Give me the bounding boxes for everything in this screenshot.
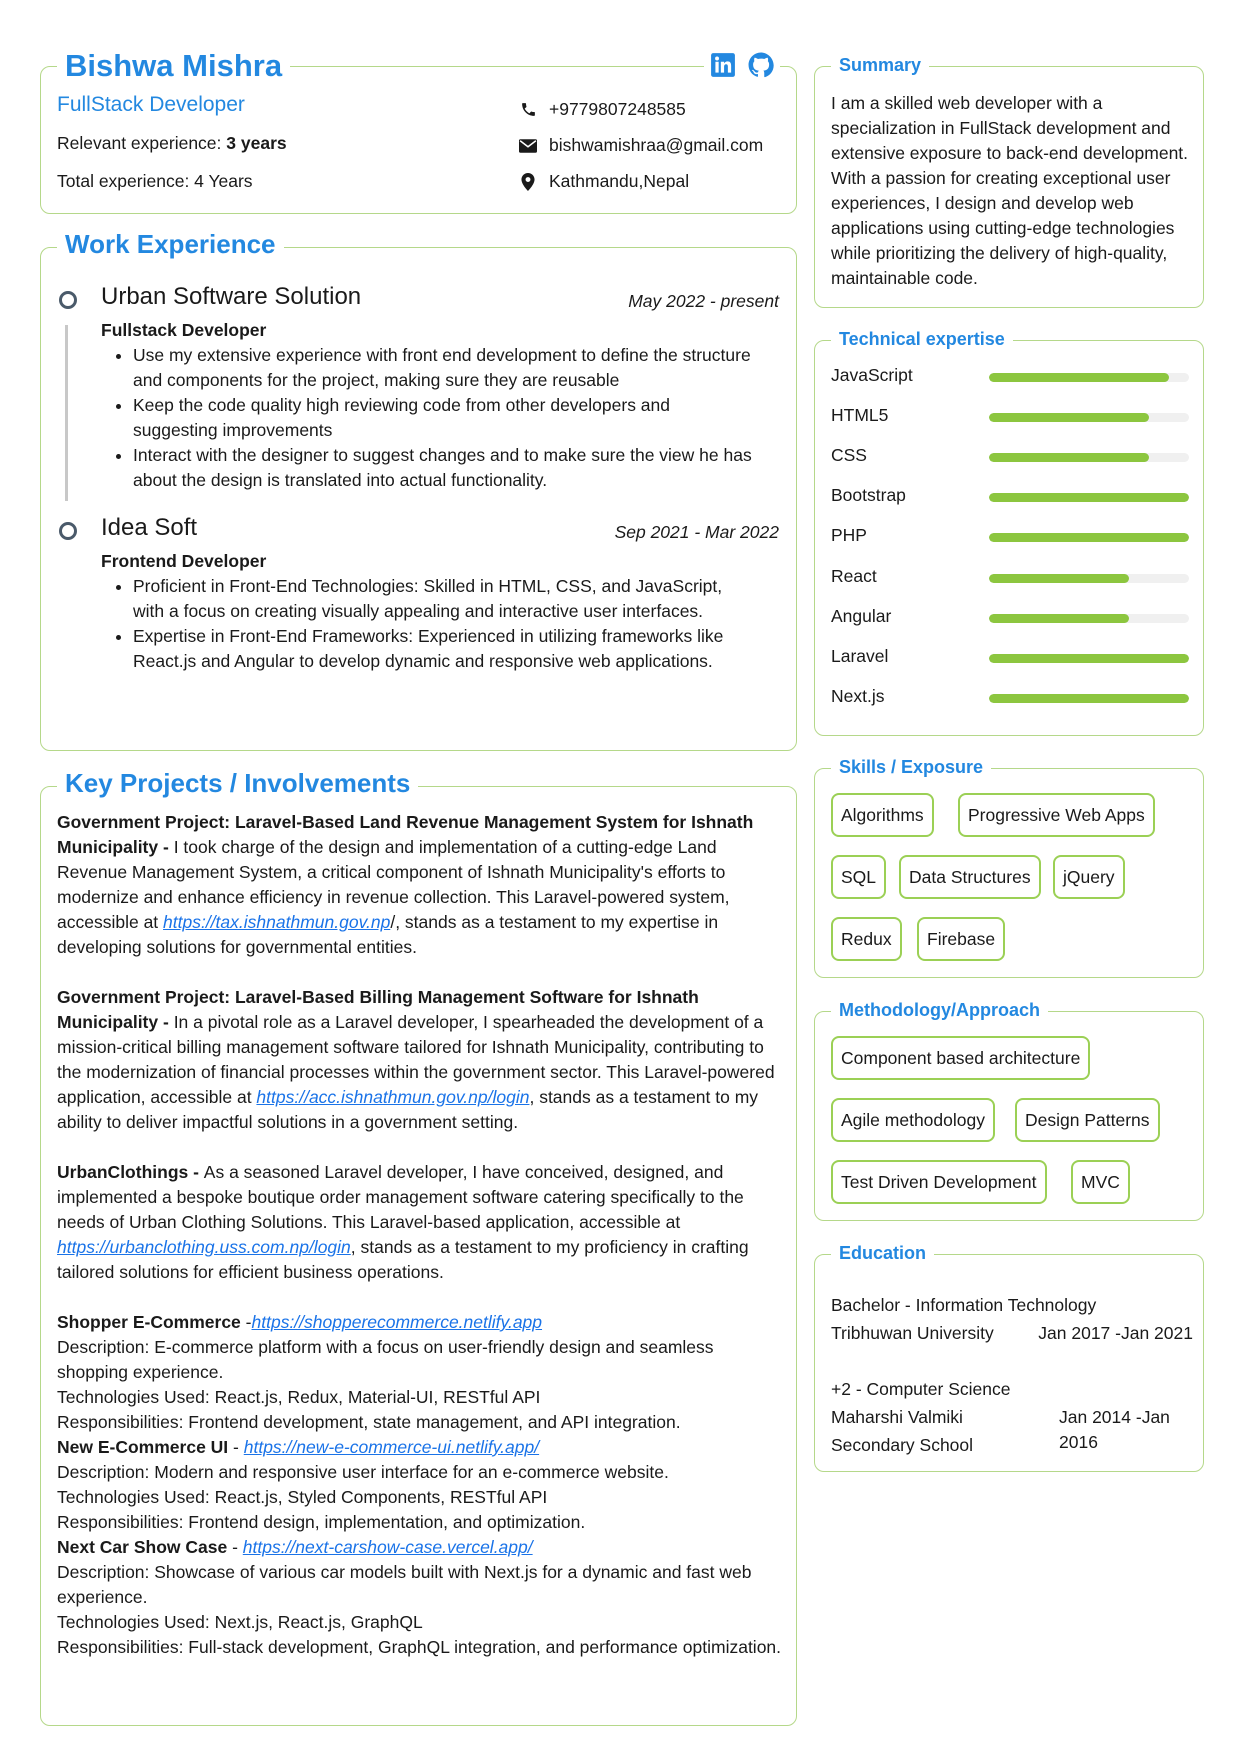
timeline-line: [65, 325, 68, 501]
job-bullets: [133, 574, 753, 674]
project-entry: [57, 1535, 782, 1660]
project-entry: [57, 1435, 782, 1535]
skill-name: HTML5: [831, 405, 889, 425]
email-icon: [519, 137, 537, 155]
methodology-chip: Test Driven Development: [831, 1160, 1047, 1204]
education-school-row: [831, 1319, 1193, 1347]
skill-name: PHP: [831, 525, 867, 545]
job-bullet: • Use my extensive experience with front end development to define the structure and components for the project, making sure they are reusable: [133, 343, 753, 393]
skill-name: React: [831, 566, 877, 586]
skill-bar: [989, 533, 1189, 542]
project-description: Description: Showcase of various car models built with Next.js for a dynamic and fast web experience.: [57, 1562, 752, 1607]
project-responsibilities: Responsibilities: Frontend development, state management, and API integration.: [57, 1412, 681, 1432]
job-bullet: • Interact with the designer to suggest changes and to make sure the view he has about the design is translated into actual functionality.: [133, 443, 753, 493]
location-contact: [519, 171, 689, 192]
project-link[interactable]: https://new-e-commerce-ui.netlify.app/: [243, 1437, 540, 1457]
linkedin-icon[interactable]: [710, 52, 736, 78]
skills-title: Skills / Exposure: [831, 757, 991, 778]
project-link[interactable]: https://shopperecommerce.netlify.app: [251, 1312, 543, 1332]
project-technologies: Technologies Used: React.js, Styled Components, RESTful API: [57, 1487, 548, 1507]
project-text: In a pivotal role as a Laravel developer, I spearheaded the development of a mission-critical billing management software tailored for Ishnath Municipality, contributing to the modernization of financial processes within the government sector. This Laravel-powered application, accessible at: [57, 1012, 775, 1107]
skill-name: Laravel: [831, 646, 889, 666]
education-entry: [831, 1375, 1193, 1459]
job-company: Idea Soft: [101, 514, 198, 541]
phone-icon: [519, 101, 537, 119]
skill-chip: SQL: [831, 855, 886, 899]
work-experience-card: [40, 229, 797, 751]
skill-bar: [989, 694, 1189, 703]
person-name: Bishwa Mishra: [57, 48, 290, 84]
job-bullets: [133, 343, 753, 493]
skill-bar: [989, 574, 1189, 583]
timeline-dot-icon: [59, 291, 77, 309]
skill-bar-fill: [989, 574, 1129, 583]
project-heading: UrbanClothings -: [57, 1162, 204, 1182]
email-address[interactable]: bishwamishraa@gmail.com: [549, 135, 764, 155]
skill-chip: Redux: [831, 917, 902, 961]
skill-row: [831, 606, 1191, 632]
project-description: Description: E-commerce platform with a focus on user-friendly design and seamless shopping experience.: [57, 1337, 714, 1382]
project-heading: Shopper E-Commerce: [57, 1312, 241, 1332]
education-dates-line: Jan 2014 -Jan: [1059, 1407, 1170, 1427]
education-dates: [1059, 1403, 1170, 1455]
summary-text: I am a skilled web developer with a specialization in FullStack development and extensive exposure to back-end development. With a passion for creating exceptional user experiences, I design and develop web applications using cutting-edge technologies while prioritizing the delivery of high-quality, maintainable code.: [831, 93, 1189, 288]
project-heading: New E-Commerce UI: [57, 1437, 229, 1457]
skill-chip: Algorithms: [831, 793, 934, 837]
skill-chip: jQuery: [1053, 855, 1125, 899]
skill-row: [831, 525, 1191, 551]
skill-bar: [989, 373, 1189, 382]
skill-name: JavaScript: [831, 365, 913, 385]
work-experience-title: Work Experience: [57, 229, 284, 260]
project-text: , stands as a testament to my proficiency in crafting tailored solutions for efficient business operations.: [57, 1237, 749, 1282]
skill-bar-fill: [989, 493, 1189, 502]
project-text: As a seasoned Laravel developer, I have conceived, designed, and implemented a bespoke boutique order management software catering specifically to the needs of Urban Clothing Solutions. This Laravel-based application, accessible at: [57, 1162, 744, 1232]
projects-card: [40, 768, 797, 1726]
phone-number[interactable]: +9779807248585: [549, 99, 686, 119]
skills-card: [814, 757, 1204, 978]
relevant-experience-value: 3 years: [226, 133, 287, 153]
total-experience: Total experience: 4 Years: [57, 171, 253, 191]
job-position: Fullstack Developer: [101, 320, 267, 340]
project-technologies: Technologies Used: Next.js, React.js, GraphQL: [57, 1612, 423, 1632]
skill-name: CSS: [831, 445, 867, 465]
education-dates: Jan 2017 -Jan 2021: [1038, 1323, 1193, 1343]
skill-bar-fill: [989, 453, 1149, 462]
project-entry: [57, 1160, 782, 1285]
skill-row: [831, 365, 1191, 391]
skill-name: Angular: [831, 606, 892, 626]
projects-content: [57, 810, 782, 1660]
summary-title: Summary: [831, 55, 929, 76]
job-role: FullStack Developer: [57, 93, 245, 116]
project-entry: [57, 810, 782, 960]
job-bullet: • Proficient in Front-End Technologies: Skilled in HTML, CSS, and JavaScript, with a focus on creating visually appealing and interactive user interfaces.: [133, 574, 753, 624]
education-degree: +2 - Computer Science: [831, 1379, 1011, 1399]
project-responsibilities: Responsibilities: Full-stack development, GraphQL integration, and performance optimization.: [57, 1637, 782, 1657]
project-text: , stands as a testament to my ability to deliver impactful solutions in a government setting.: [57, 1087, 759, 1132]
skill-name: Next.js: [831, 686, 885, 706]
skill-bar-fill: [989, 413, 1149, 422]
summary-card: [814, 55, 1204, 308]
project-responsibilities: Responsibilities: Frontend design, implementation, and optimization.: [57, 1512, 586, 1532]
education-title: Education: [831, 1243, 934, 1264]
skill-name: Bootstrap: [831, 485, 906, 505]
project-heading: Government Project: Laravel-Based Billing Management Software for Ishnath Municipality -: [57, 987, 699, 1032]
skill-bar-fill: [989, 533, 1189, 542]
job-dates: Sep 2021 - Mar 2022: [614, 522, 779, 542]
skill-bar: [989, 453, 1189, 462]
project-link[interactable]: https://next-carshow-case.vercel.app/: [242, 1537, 533, 1557]
skill-bar-fill: [989, 694, 1189, 703]
location-pin-icon: [519, 173, 537, 191]
skill-row: [831, 566, 1191, 592]
github-icon[interactable]: [748, 52, 774, 78]
skill-chip: Data Structures: [899, 855, 1041, 899]
skill-row: [831, 686, 1191, 712]
education-school: Secondary School: [831, 1435, 974, 1455]
job-position: Frontend Developer: [101, 551, 267, 571]
project-link[interactable]: https://urbanclothing.uss.com.np/login: [57, 1237, 351, 1257]
project-text: /, stands as a testament to my expertise in developing solutions for governmental entities.: [57, 912, 719, 957]
relevant-experience-label: Relevant experience:: [57, 133, 227, 153]
project-sep: -: [240, 1312, 252, 1332]
project-entry: [57, 985, 782, 1135]
education-entry: [831, 1291, 1193, 1347]
education-degree: Bachelor - Information Technology: [831, 1295, 1097, 1315]
project-text: I took charge of the design and implementation of a cutting-edge Land Revenue Management System, a critical component of Ishnath Municipality's efforts to modernize and enhance efficiency in revenue collection. This Laravel-powered system, accessible at: [57, 837, 730, 932]
skill-bar: [989, 493, 1189, 502]
skill-chip: Firebase: [917, 917, 1005, 961]
skill-row: [831, 445, 1191, 471]
relevant-experience: [57, 133, 287, 154]
social-links: [704, 52, 780, 78]
phone-contact: [519, 99, 686, 120]
project-technologies: Technologies Used: React.js, Redux, Material-UI, RESTful API: [57, 1387, 541, 1407]
job-company: Urban Software Solution: [101, 283, 362, 310]
job-bullet: • Keep the code quality high reviewing code from other developers and suggesting improvements: [133, 393, 753, 443]
methodology-chip: Component based architecture: [831, 1036, 1090, 1080]
skill-bar-fill: [989, 654, 1189, 663]
education-card: [814, 1243, 1204, 1472]
job-bullet: • Expertise in Front-End Frameworks: Experienced in utilizing frameworks like React.js and Angular to develop dynamic and responsive web applications.: [133, 624, 753, 674]
skill-bar-fill: [989, 614, 1129, 623]
location-text: Kathmandu,Nepal: [549, 171, 690, 191]
project-entry: [57, 1310, 782, 1435]
skill-bar: [989, 614, 1189, 623]
skill-bar: [989, 413, 1189, 422]
project-heading: Next Car Show Case: [57, 1537, 228, 1557]
methodology-title: Methodology/Approach: [831, 1000, 1048, 1021]
technical-expertise-card: [814, 329, 1204, 736]
technical-expertise-title: Technical expertise: [831, 329, 1013, 350]
project-heading: Government Project: Laravel-Based Land Revenue Management System for Ishnath Municipality -: [57, 812, 754, 857]
education-dates-line: 2016: [1059, 1432, 1098, 1452]
project-link[interactable]: https://tax.ishnathmun.gov.np: [163, 912, 391, 932]
education-school-row: [831, 1403, 1193, 1459]
skill-row: [831, 405, 1191, 431]
project-sep: -: [227, 1537, 243, 1557]
timeline-dot-icon: [59, 522, 77, 540]
skill-bar: [989, 654, 1189, 663]
project-sep: -: [228, 1437, 244, 1457]
project-link[interactable]: https://acc.ishnathmun.gov.np/login: [256, 1087, 530, 1107]
project-description: Description: Modern and responsive user interface for an e-commerce website.: [57, 1462, 669, 1482]
education-school: Maharshi Valmiki: [831, 1407, 963, 1427]
skill-row: [831, 646, 1191, 672]
header-card: [40, 48, 797, 214]
methodology-chip: Agile methodology: [831, 1098, 995, 1142]
education-school: Tribhuwan University: [831, 1323, 994, 1343]
email-contact: [519, 135, 763, 156]
methodology-chip: MVC: [1071, 1160, 1130, 1204]
methodology-chip: Design Patterns: [1015, 1098, 1160, 1142]
skill-bar-fill: [989, 373, 1169, 382]
projects-title: Key Projects / Involvements: [57, 768, 418, 799]
skill-chip: Progressive Web Apps: [958, 793, 1155, 837]
methodology-card: [814, 1000, 1204, 1221]
skill-row: [831, 485, 1191, 511]
job-dates: May 2022 - present: [628, 291, 779, 311]
